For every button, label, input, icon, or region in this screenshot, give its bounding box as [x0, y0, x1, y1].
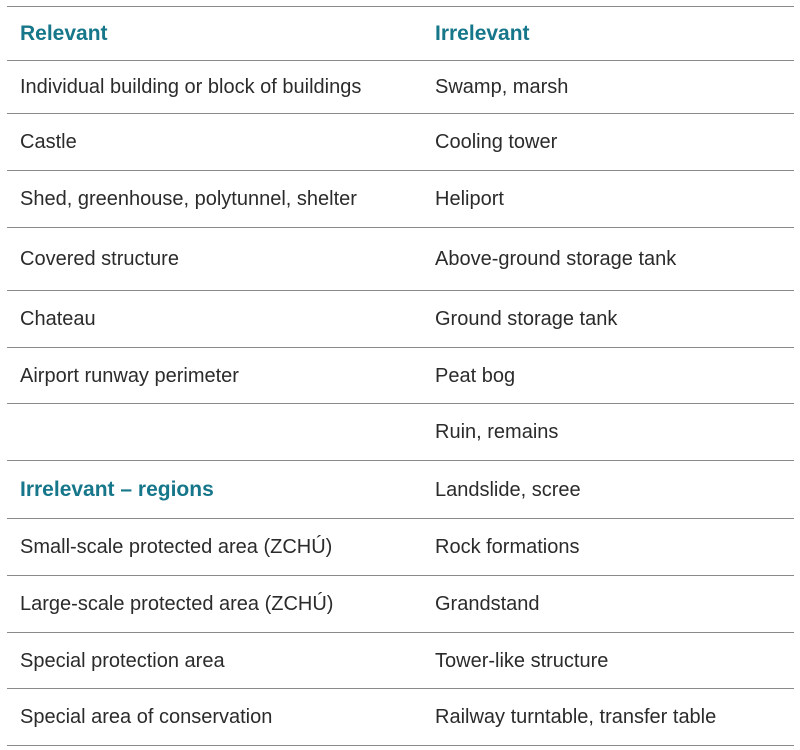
column-header-relevant: Relevant [20, 21, 108, 45]
table-cell-irrelevant: Cooling tower [435, 131, 558, 153]
table-row [7, 348, 794, 404]
section-header-irrelevant-regions: Irrelevant – regions [20, 477, 214, 501]
table-header-row [7, 7, 794, 61]
table-cell-irrelevant: Landslide, scree [435, 478, 581, 501]
table-row [7, 576, 794, 633]
table-cell-relevant: Castle [20, 131, 77, 153]
table-row [7, 291, 794, 348]
table-cell-irrelevant: Ground storage tank [435, 308, 618, 330]
table-cell-irrelevant: Heliport [435, 188, 504, 210]
table-cell-irrelevant: Rock formations [435, 536, 580, 558]
table-row [7, 171, 794, 228]
table-cell-irrelevant: Railway turntable, transfer table [435, 706, 717, 728]
table-cell-region: Special protection area [20, 649, 225, 672]
table-cell-irrelevant: Above-ground storage tank [435, 248, 677, 270]
table-row [7, 404, 794, 461]
table-row [7, 61, 794, 114]
table-cell-region: Special area of conservation [20, 706, 273, 728]
table-row [7, 461, 794, 519]
table-cell-region: Large-scale protected area (ZCHÚ) [20, 593, 334, 615]
table-cell-relevant: Shed, greenhouse, polytunnel, shelter [20, 188, 357, 210]
table-cell-irrelevant: Peat bog [435, 364, 516, 387]
table-row [7, 519, 794, 576]
table-cell-relevant: Individual building or block of buildings [20, 76, 362, 98]
table-row [7, 114, 794, 171]
table-row [7, 633, 794, 689]
column-header-irrelevant: Irrelevant [435, 21, 530, 45]
table-row [7, 689, 794, 746]
table-cell-irrelevant: Swamp, marsh [435, 76, 569, 98]
table-cell-irrelevant: Grandstand [435, 593, 540, 615]
classification-table [7, 6, 794, 746]
table-row [7, 228, 794, 291]
table-cell-relevant: Airport runway perimeter [20, 364, 239, 387]
table-cell-relevant: Chateau [20, 308, 96, 330]
table-cell-irrelevant: Ruin, remains [435, 421, 559, 443]
table-cell-relevant: Covered structure [20, 248, 179, 270]
table-cell-region: Small-scale protected area (ZCHÚ) [20, 536, 333, 558]
table-cell-irrelevant: Tower-like structure [435, 649, 609, 672]
